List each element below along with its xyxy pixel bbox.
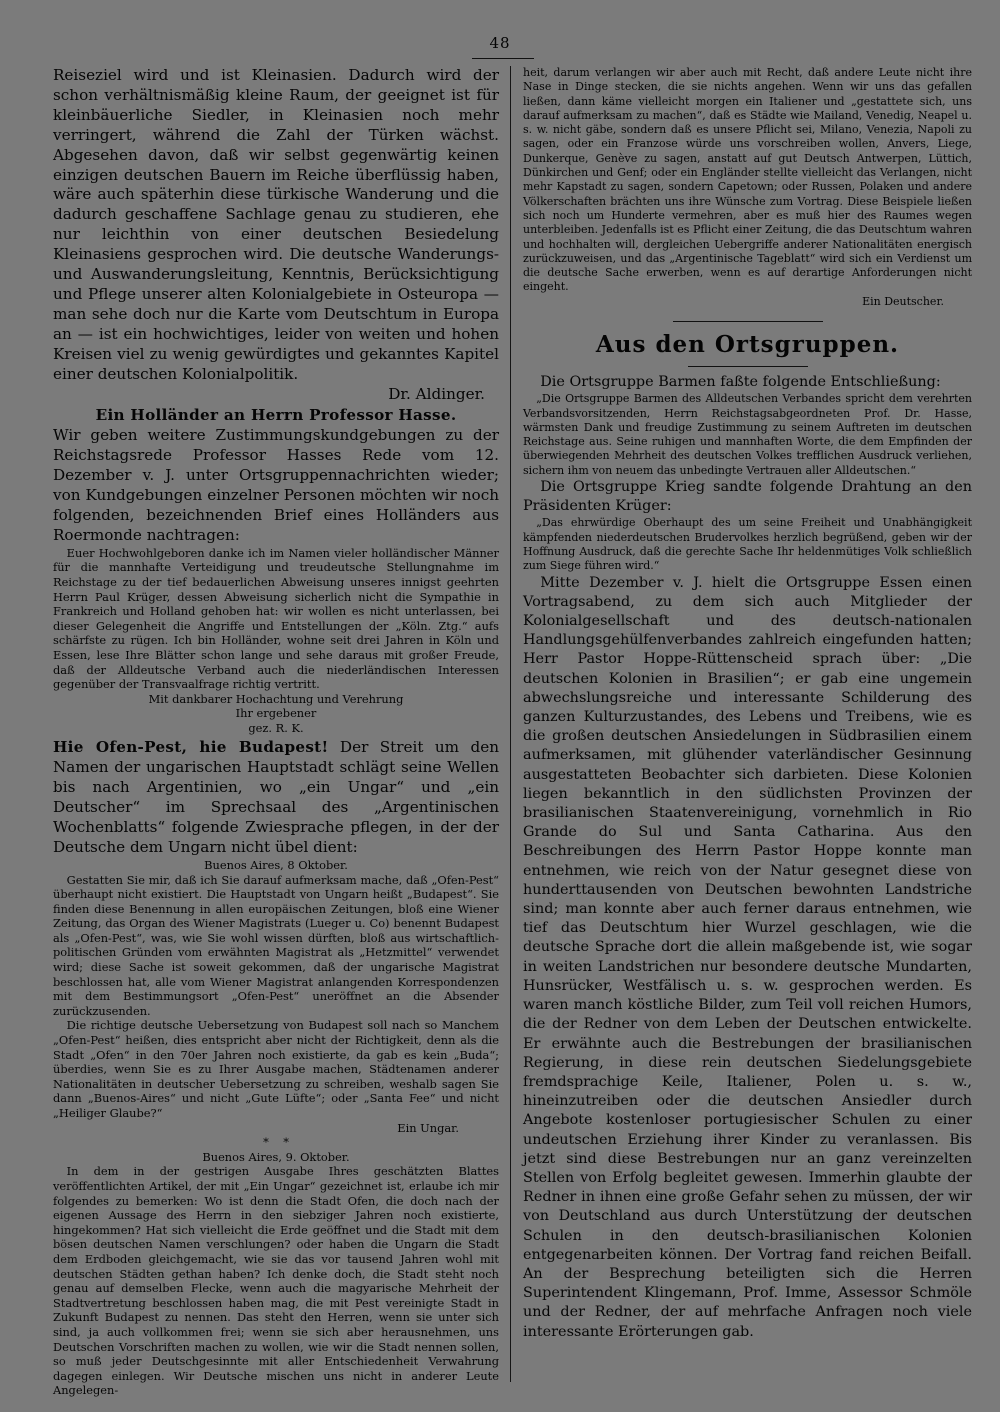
article-headline-ofen-pest: Hie Ofen-Pest, hie Budapest! xyxy=(53,738,329,757)
letter-ungar-part2: Die richtige deutsche Uebersetzung von Budapest soll nach so Manchem „Ofen-Pest“ heißen, dies entspricht aber nicht der Richtigkeit, denn als die Stadt „Ofen“ in den 70er Jahren noch existierte, da gab es kein „Buda“; überdies, wenn Sie es zu Ihrer Ausgabe machen, Städtenamen anderer Nationalitäten in deutscher Uebersetzung zu schreiben, weshalb sagen Sie dann „Buenos-Aires“ und nicht „Gute Lüfte“; oder „Santa Fee“ und nicht „Heiliger Glaube?“ xyxy=(53,1018,499,1120)
letter-closing-regards: Ihr ergebener xyxy=(235,706,317,721)
ortsgruppe-krieg-telegram: „Das ehrwürdige Oberhaupt des um seine Freiheit und Unabhängigkeit kämpfenden niederdeutschen Brudervolkes herzlich begrüßend, geben wir der Hoffnung Ausdruck, daß die gerechte Sache Ihr heldenmütiges Volk schließlich zum Siege führen wird.“ xyxy=(523,516,972,573)
author-signature: Dr. Aldinger. xyxy=(388,384,485,403)
letter-ungar-signature: Ein Ungar. xyxy=(397,1120,459,1135)
section-separator xyxy=(673,321,823,322)
letter-closing: Mit dankbarer Hochachtung und Verehrung xyxy=(148,691,404,706)
ortsgruppe-barmen-resolution: „Die Ortsgruppe Barmen des Alldeutschen Verbandes spricht dem verehrten Verbandsvorsitzenden, Herrn Reichstagsabgeordneten Prof. Dr. Hasse, wärmsten Dank und freudige Zustimmung zu seinem Auftreten im deutschen Reichstage aus. Seine ruhigen und mannhaften Worte, die dem Empfinden der überwiegenden Mehrheit des deutschen Volkes trefflichen Ausdruck verliehen, sichern ihm von neuem das unbedingte Vertrauen aller Alldeutschen.“ xyxy=(523,392,972,477)
section-title: Aus den Ortsgruppen. xyxy=(595,331,900,359)
page-number: 48 xyxy=(489,34,511,52)
letter-ungar-part1: Gestatten Sie mir, daß ich Sie darauf aufmerksam mache, daß „Ofen-Pest“ überhaupt nicht existiert. Die Hauptstadt von Ungarn heißt „Budapest“. Sie finden diese Benennung in allen europäischen Zeitungen, bloß eine Wiener Zeitung, das Organ des Wiener Magistrats (Lueger u. Co) benennt Budapest als „Ofen-Pest“, was, wie Sie wohl wissen dürften, bloß aus wirtschaftlich-politischen Gründen vom erwähnten Magistrat als „Hetzmittel“ verwendet wird; diese Sache ist soweit gekommen, daß der ungarische Magistrat beschlossen hat, alle vom Wiener Magistrat anlangenden Korrespondenzen mit dem Bestimmungsort „Ofen-Pest“ uneröffnet an die Absender zurückzusenden. xyxy=(53,872,499,1018)
letter-dateline: Buenos Aires, 8 Oktober. xyxy=(204,857,348,872)
separator-stars: * * xyxy=(263,1135,289,1150)
letter-deutscher-part2: heit, darum verlangen wir aber auch mit Recht, daß andere Leute nicht ihre Nase in Dinge stecken, die sie nichts angehen. Wenn wir uns das gefallen ließen, dann käme vielleicht morgen ein Italiener und „gestattete sich, uns darauf aufmerksam zu machen“, daß es Städte wie Mailand, Venedig, Neapel u. s. w. nicht gäbe, sondern daß es unsere Pflicht sei, Milano, Venezia, Napoli zu sagen, oder ein Franzose würde uns vorschreiben wollen, Anvers, Liege, Dunkerque, Genève zu sagen, anstatt auf gut Deutsch Antwerpen, Lüttich, Dünkirchen und Genf; oder ein Engländer stellte vielleicht das Verlangen, nicht mehr Kapstadt zu sagen, sondern Capetown; oder Russen, Polaken und andere Völkerschaften brächten uns ihre Wünsche zum Vortrag. Diese Beispiele ließen sich noch um Hunderte vermehren, aber es muß hier des Raumes wegen unterbleiben. Jedenfalls ist es Pflicht einer Zeitung, die das Deutschtum wahren und hochhalten will, dergleichen Uebergriffe anderer Nationalitäten energisch zurückzuweisen, und das „Argentinische Tageblatt“ wird sich ein Verdienst um die deutsche Sache erwerben, wenn es auf derartige Anforderungen nicht eingeht. xyxy=(523,66,972,294)
letter-body: Euer Hochwohlgeboren danke ich im Namen vieler holländischer Männer für die mannhafte Verteidigung und treudeutsche Stellungnahme im Reichstage zu der tief bedauerlichen Abweisung unseres innigst geehrten Herrn Paul Krüger, dessen Abweisung sicherlich nicht die Sympathie in Frankreich und Holland gehoben hat: wir wollen es nicht unterlassen, bei dieser Gelegenheit die Angriffe und Entstellungen der „Köln. Ztg.“ aufs schärfste zu rügen. Ich bin Holländer, wohne seit drei Jahren in Köln und Essen, lese Ihre Blätter schon lange und sehe daraus mit großer Freude, daß der Alldeutsche Verband auch die niederländischen Interessen gegenüber der Transvaalfrage richtig vertritt. xyxy=(53,545,499,692)
letter-dateline-2: Buenos Aires, 9. Oktober. xyxy=(202,1149,350,1164)
title-underline xyxy=(688,366,808,367)
right-column xyxy=(523,66,972,1382)
ortsgruppe-essen-report: Mitte Dezember v. J. hielt die Ortsgruppe Essen einen Vortragsabend, zu dem sich auch Mitglieder der Kolonialgesellschaft und des deutsch-nationalen Handlungsgehülfenverbandes zahlreich eingefunden hatten; Herr Pastor Hoppe-Rüttenscheid sprach über: „Die deutschen Kolonien in Brasilien“; er gab eine ungemein abwechslungsreiche und interessante Schilderung des ganzen Kulturzustandes, des Lebens und Treibens, wie es die großen deutschen Ansiedelungen in Südbrasilien einem aufmerksamen, mit glühender vaterländischer Gesinnung ausgestatteten Beobachter sich darbieten. Diese Kolonien liegen bekanntlich in den südlichsten Provinzen der brasilianischen Staatenvereinigung, vornehmlich in Rio Grande do Sul und Santa Catharina. Aus den Beschreibungen des Herrn Pastor Hoppe konnte man entnehmen, wie reich von der Natur gesegnet diese von hunderttausenden von Deutschen bewohnten Landstriche sind; man konnte aber auch ferner daraus entnehmen, wie tief das Deutschtum hier Wurzel geschlagen, wie die deutsche Sprache dort die allein maßgebende ist, wie sogar in weiten Landstrichen nur besondere deutsche Mundarten, Hunsrücker, Westfälisch u. s. w. gesprochen werden. Es waren manch köstliche Bilder, zum Teil voll reichen Humors, die der Redner von dem Leben der Deutschen entwickelte. Er erwähnte auch die Bestrebungen der brasilianischen Regierung, in diese rein deutschen Siedelungsgebiete fremdsprachige Keile, Italiener, Polen u. s. w., hineinzutreiben oder die deutschen Ansiedler durch Angebote kostenloser portugiesischer Schulen zu einer undeutschen Erziehung ihrer Kinder zu veranlassen. Bis jetzt sind diese Bestrebungen nur an ganz vereinzelten Stellen von Erfolg begleitet gewesen. Immerhin glaubte der Redner in ihnen eine große Gefahr sehen zu müssen, der wir von Deutschland aus durch Unterstützung der deutschen Schulen in den deutsch-brasilianischen Kolonien entgegenarbeiten können. Der Vortrag fand reichen Beifall. An der Besprechung beteiligten sich die Herren Superintendent Klingemann, Prof. Imme, Assessor Schmöle und der Redner, der auf mehrfache Anfragen noch viele interessante Erörterungen gab. xyxy=(523,574,972,1340)
article-headline-hollaender: Ein Holländer an Herrn Professor Hasse. xyxy=(95,406,457,425)
letter-signature: gez. R. K. xyxy=(248,720,304,735)
article-continuation: Reiseziel wird und ist Kleinasien. Dadurch wird der schon verhältnismäßig kleine Raum, der geeignet ist für kleinbäuerliche Siedler, in Kleinasien noch mehr verringert, während die Zahl der Türken wächst. Abgesehen davon, daß wir selbst gegenwärtig keinen einzigen deutschen Bauern im Reiche überflüssig haben, wäre auch späterhin diese türkische Wanderung und die dadurch geschaffene Sachlage genau zu studieren, ehe nur leichthin von einer deutschen Besiedelung Kleinasiens gesprochen wird. Die deutsche Wanderungs- und Auswanderungsleitung, Kenntnis, Berücksichtigung und Pflege unserer alten Kolonialgebiete in Osteuropa — man sehe doch nur die Karte vom Deutschtum in Europa an — ist ein hochwichtiges, leider von weiten und hohen Kreisen viel zu wenig gewürdigtes und gekanntes Kapitel einer deutschen Kolonialpolitik. xyxy=(53,66,499,383)
letter-deutscher-part1: In dem in der gestrigen Ausgabe Ihres geschätzten Blattes veröffentlichten Artikel, der mit „Ein Ungar“ gezeichnet ist, erlaube ich mir folgendes zu bemerken: Wo ist denn die Stadt Ofen, die doch nach der eigenen Aussage des Herrn in den siebziger Jahren noch existierte, hingekommen? Hat sich vielleicht die Erde geöffnet und die Stadt mit dem bösen deutschen Namen verschlungen? oder haben die Ungarn die Stadt dem Erdboden gleichgemacht, wie sie das vor tausend Jahren wohl mit deutschen Städten gethan haben? Ich denke doch, die Stadt steht noch genau auf demselben Flecke, wenn auch die magyarische Mehrheit der Stadtvertretung beschlossen haben mag, die mit Pest vereinigte Stadt in Zukunft Budapest zu nennen. Das steht den Herren, wenn sie unter sich sind, ja auch vollkommen frei; wenn sie sich aber herausnehmen, uns Deutschen Vorschriften machen zu wollen, wie wir die Stadt nennen sollen, so muß jeder Deutschgesinnte mit aller Entschiedenheit Verwahrung dagegen einlegen. Wir Deutsche mischen uns nicht in anderer Leute Angelegen- xyxy=(53,1164,499,1398)
letter-deutscher-signature: Ein Deutscher. xyxy=(862,294,944,308)
page-number-rule xyxy=(472,58,534,59)
ortsgruppe-krieg-intro: Die Ortsgruppe Krieg sandte folgende Drahtung an den Präsidenten Krüger: xyxy=(523,479,972,515)
article-ofen-pest-body: Der Streit um den Namen der ungarischen Hauptstadt schlägt seine Wellen bis nach Argentinien, wo „ein Ungar“ und „ein Deutscher“ im Sprechsaal des „Argentinischen Wochenblatts“ folgende Zwiesprache pflegen, in der der Deutsche dem Ungarn nicht übel dient: xyxy=(53,738,499,856)
article-ofen-pest xyxy=(53,738,499,857)
article-intro: Wir geben weitere Zustimmungskundgebungen zu der Reichstagsrede Professor Hasses Rede vom 12. Dezember v. J. unter Ortsgruppennachrichten wieder; von Kundgebungen einzelner Personen möchten wir noch folgenden, bezeichnenden Brief eines Holländers aus Roermonde nachtragen: xyxy=(53,426,499,544)
column-divider xyxy=(510,66,511,1382)
ortsgruppe-barmen-intro: Die Ortsgruppe Barmen faßte folgende Entschließung: xyxy=(540,374,941,391)
left-column xyxy=(53,66,499,1398)
